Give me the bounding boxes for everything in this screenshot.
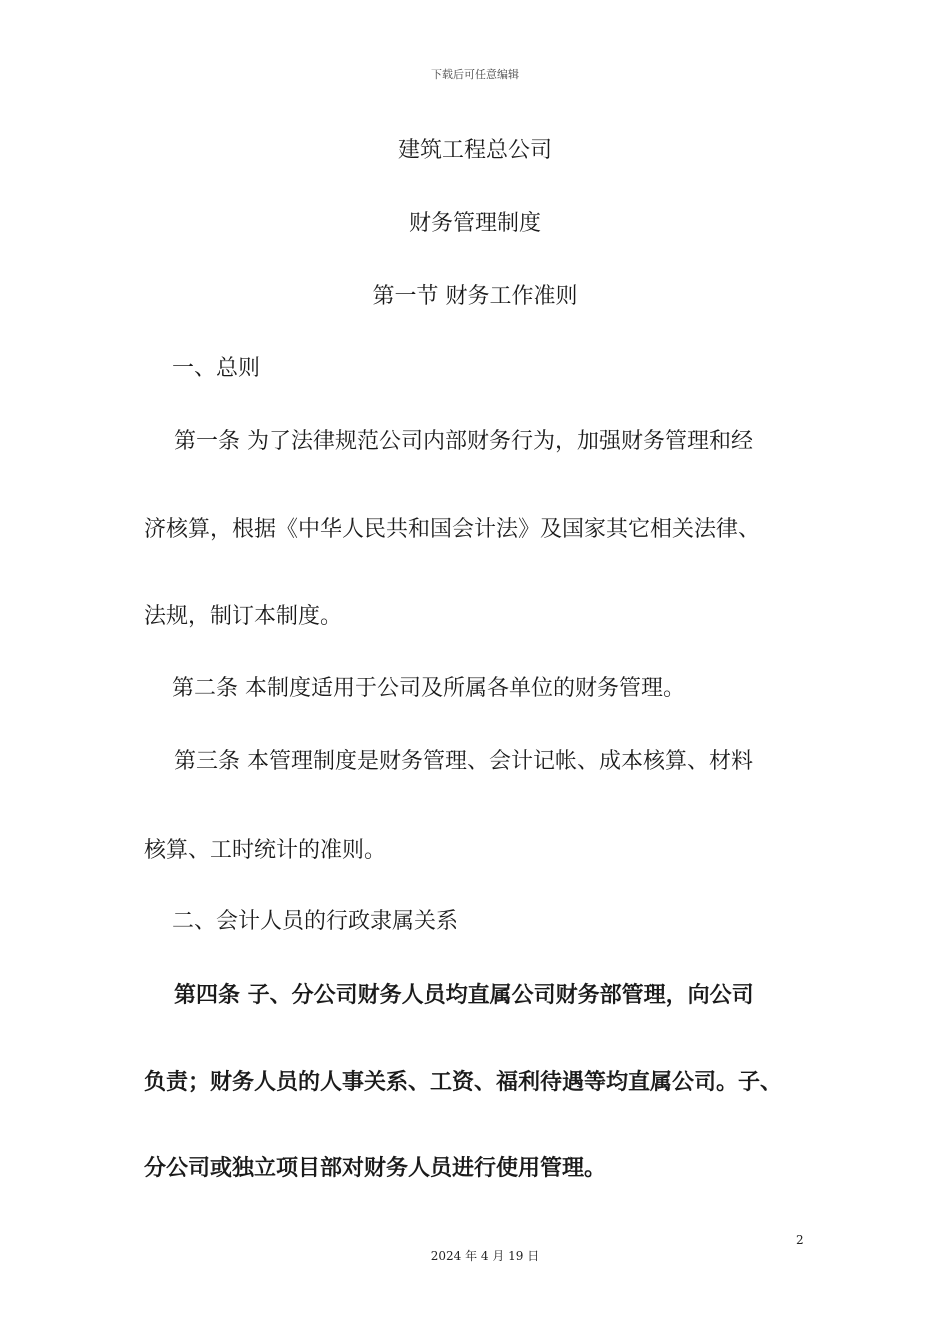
article-2: 第二条 本制度适用于公司及所属各单位的财务管理。 bbox=[172, 676, 685, 701]
heading-administrative-relations: 二、会计人员的行政隶属关系 bbox=[172, 909, 459, 934]
page-number: 2 bbox=[796, 1233, 804, 1247]
footer-date: 2024 年 4 月 19 日 bbox=[430, 1249, 540, 1263]
article-3-line-2: 核算、工时统计的准则。 bbox=[144, 838, 387, 863]
article-3-line-1: 第三条 本管理制度是财务管理、会计记帐、成本核算、材料 bbox=[174, 749, 753, 774]
article-4-line-1: 第四条 子、分公司财务人员均直属公司财务部管理，向公司 bbox=[174, 983, 754, 1008]
section-title: 第一节 财务工作准则 bbox=[372, 284, 578, 309]
page-header-note: 下载后可任意编辑 bbox=[431, 68, 519, 81]
article-4-line-2: 负责；财务人员的人事关系、工资、福利待遇等均直属公司。子、 bbox=[144, 1070, 783, 1095]
heading-general-principles: 一、总则 bbox=[172, 356, 261, 381]
company-title: 建筑工程总公司 bbox=[397, 138, 552, 163]
article-1-line-2: 济核算，根据《中华人民共和国会计法》及国家其它相关法律、 bbox=[144, 517, 761, 542]
article-1-line-1: 第一条 为了法律规范公司内部财务行为，加强财务管理和经 bbox=[174, 429, 753, 454]
document-title: 财务管理制度 bbox=[408, 211, 541, 236]
article-1-line-3: 法规，制订本制度。 bbox=[144, 604, 343, 629]
article-4-line-3: 分公司或独立项目部对财务人员进行使用管理。 bbox=[144, 1156, 607, 1181]
